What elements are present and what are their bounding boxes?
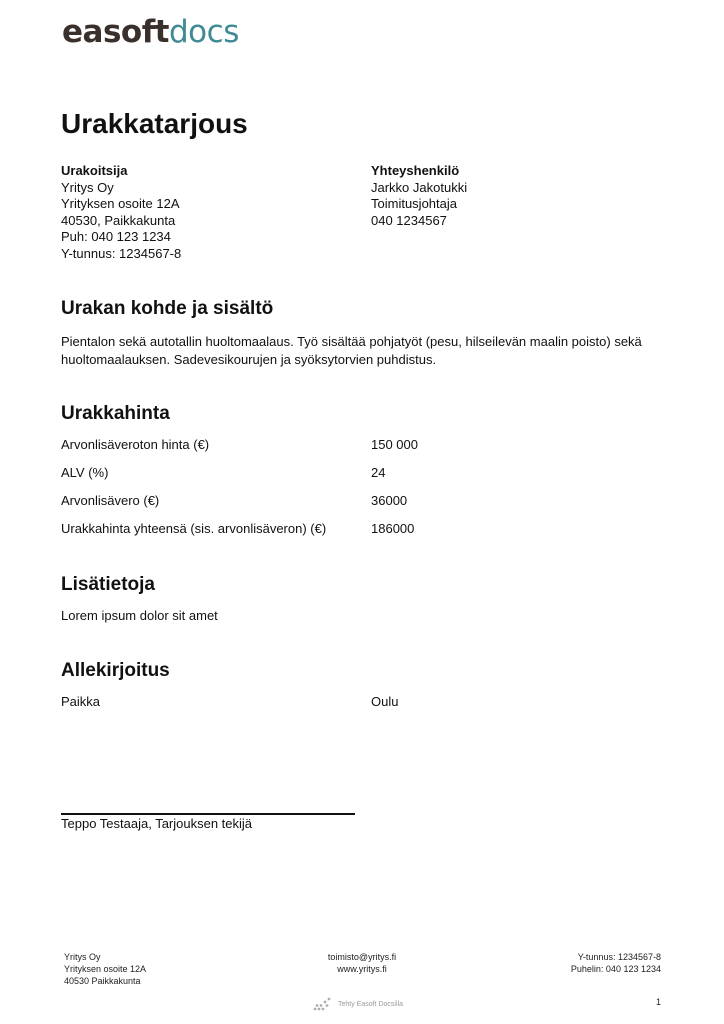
extra-heading: Lisätietoja bbox=[61, 574, 155, 595]
scope-heading: Urakan kohde ja sisältö bbox=[61, 298, 274, 319]
price-row-label: Urakkahinta yhteensä (sis. arvonlisäveron) (€) bbox=[61, 521, 327, 536]
footer-website[interactable]: www.yritys.fi bbox=[337, 964, 387, 974]
price-row-label: Arvonlisävero (€) bbox=[61, 493, 160, 508]
contact-heading: Yhteyshenkilö bbox=[371, 163, 460, 178]
extra-text: Lorem ipsum dolor sit amet bbox=[61, 608, 218, 623]
place-label: Paikka bbox=[61, 694, 101, 709]
contact-line: Jarkko Jakotukki bbox=[371, 179, 468, 195]
logo-text-primary: easoft bbox=[62, 14, 169, 50]
footer-email[interactable]: toimisto@yritys.fi bbox=[327, 952, 397, 962]
contractor-heading: Urakoitsija bbox=[61, 163, 128, 178]
page-number: 1 bbox=[656, 997, 662, 1007]
contractor-line: Yrityksen osoite 12A bbox=[61, 196, 180, 212]
footer-company bbox=[64, 951, 146, 987]
price-row-label: ALV (%) bbox=[61, 465, 109, 480]
contact-block bbox=[371, 163, 467, 229]
footer-ids bbox=[571, 951, 661, 975]
price-heading: Urakkahinta bbox=[61, 403, 170, 424]
price-row-value: 24 bbox=[371, 465, 386, 480]
price-row-value: 186000 bbox=[371, 521, 415, 536]
contact-line: 040 1234567 bbox=[371, 212, 447, 228]
footer-line: Puhelin: 040 123 1234 bbox=[570, 964, 661, 974]
place-value: Oulu bbox=[371, 694, 399, 709]
signer-name: Teppo Testaaja, Tarjouksen tekijä bbox=[61, 816, 253, 831]
footer-line: Yritys Oy bbox=[64, 952, 101, 962]
price-row-value: 150 000 bbox=[371, 437, 418, 452]
logo-text-accent: docs bbox=[169, 14, 239, 50]
signature-line bbox=[61, 813, 355, 815]
company-logo bbox=[62, 12, 239, 52]
signature-heading: Allekirjoitus bbox=[61, 660, 170, 681]
scope-text: Pientalon sekä autotallin huoltomaalaus. Työ sisältää pohjatyöt (pesu, hilseilevän maalin poisto) sekä huoltomaalauksen. Sadevesikourujen ja syöksytorvien puhdistus. bbox=[61, 334, 642, 367]
made-with-text: Tehty Easoft Docsilla bbox=[338, 1000, 403, 1008]
contractor-line: 40530, Paikkakunta bbox=[61, 212, 176, 228]
price-row-label: Arvonlisäveroton hinta (€) bbox=[61, 437, 210, 452]
document-title: Urakkatarjous bbox=[61, 108, 248, 139]
footer-contact bbox=[312, 951, 412, 975]
easoft-dots-icon bbox=[313, 996, 333, 1012]
footer-line: Y-tunnus: 1234567-8 bbox=[577, 952, 661, 962]
contractor-block bbox=[61, 163, 181, 263]
contractor-line: Y-tunnus: 1234567-8 bbox=[61, 245, 182, 261]
footer-line: 40530 Paikkakunta bbox=[64, 976, 141, 986]
made-with-badge bbox=[313, 996, 403, 1012]
contractor-line: Yritys Oy bbox=[61, 179, 114, 195]
contractor-line: Puh: 040 123 1234 bbox=[61, 229, 171, 245]
footer-line: Yrityksen osoite 12A bbox=[64, 964, 147, 974]
contact-line: Toimitusjohtaja bbox=[371, 196, 457, 212]
price-row-value: 36000 bbox=[371, 493, 408, 508]
